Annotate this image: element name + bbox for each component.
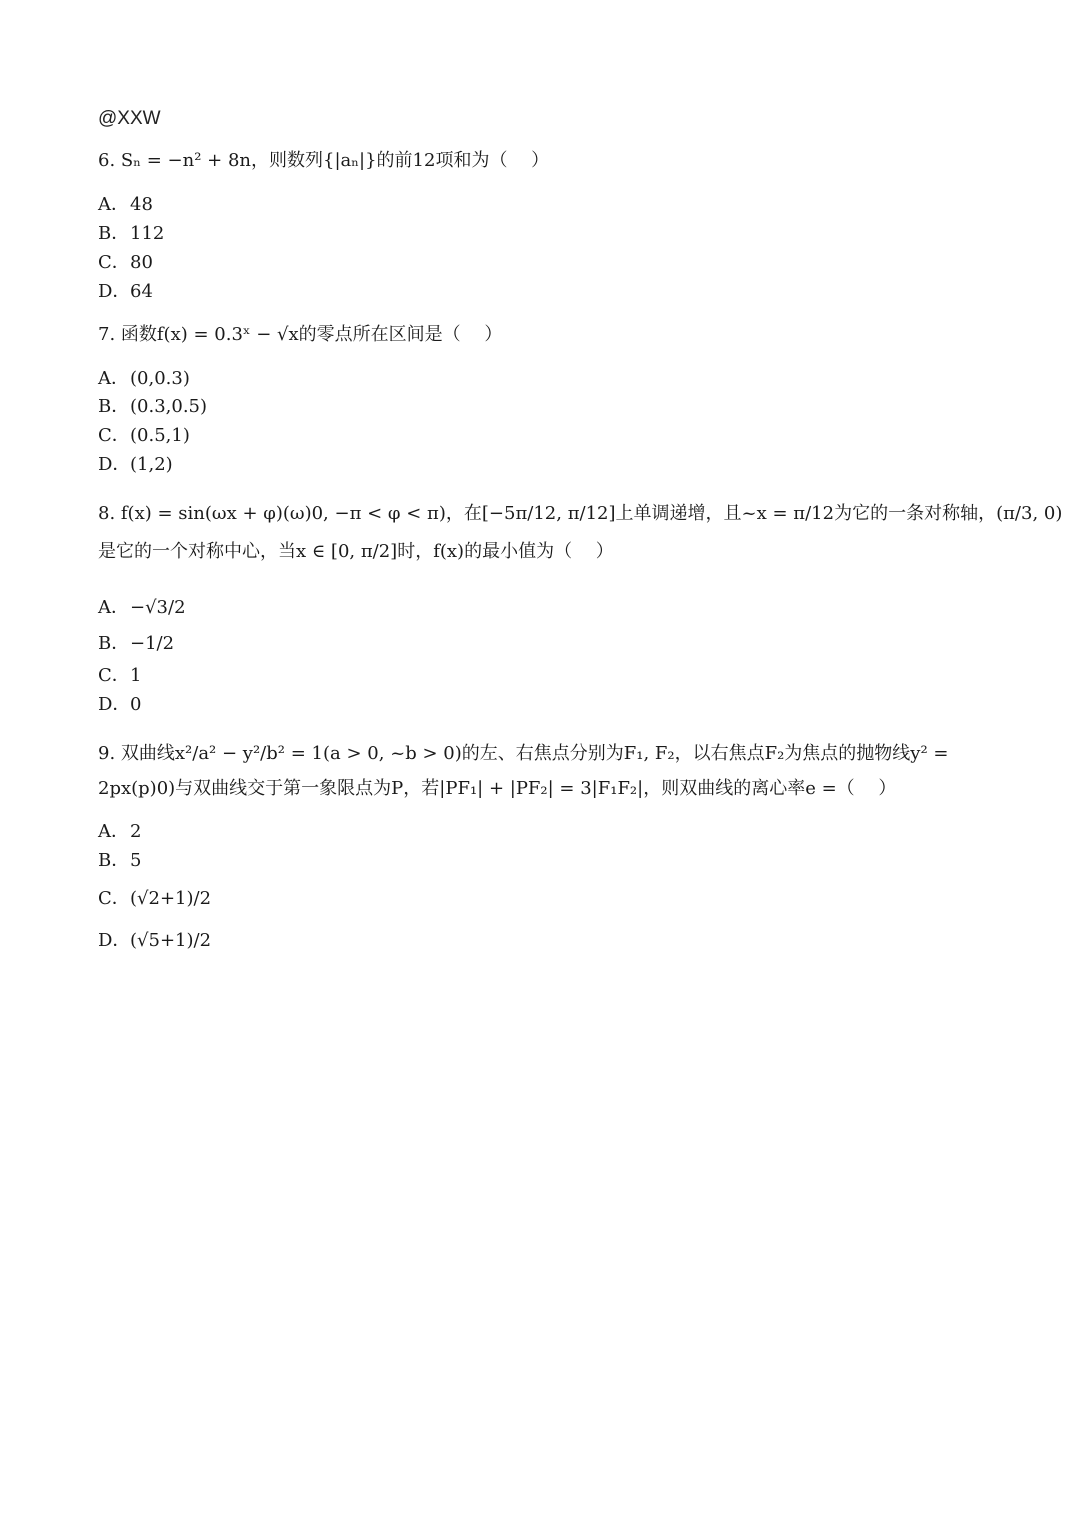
question-6-stem: 6. Sₙ = −n² + 8n，则数列{|aₙ|}的前12项和为（ ） [98,150,550,171]
q8-option-b[interactable] [98,631,174,657]
q8-option-d[interactable] [98,692,141,718]
question-7-stem: 7. 函数f(x) = 0.3ˣ − √x的零点所在区间是（ ） [98,324,503,345]
option-text: 80 [130,252,153,273]
q7-option-d[interactable] [98,452,173,478]
option-label: C． [98,425,130,446]
option-text: (0.5,1) [130,425,190,446]
option-label: C． [98,252,130,273]
option-label: C． [98,665,130,686]
q6-option-c[interactable] [98,250,153,276]
option-text: 64 [130,281,153,302]
q7-option-b[interactable] [98,394,207,420]
option-text: −√3/2 [130,597,186,618]
option-label: C． [98,888,130,909]
q9-option-a[interactable] [98,819,141,845]
option-text: (1,2) [130,454,173,475]
q6-option-b[interactable] [98,221,164,247]
option-label: B． [98,223,130,244]
q7-option-a[interactable] [98,366,190,392]
question-8-stem-line-2: 是它的一个对称中心，当x ∈ [0, π/2]时，f(x)的最小值为（ ） [98,541,614,562]
question-9-stem-line-1: 9. 双曲线x²/a² − y²/b² = 1(a > 0, ~b > 0)的左、右焦点分别为F₁, F₂，以右焦点F₂为焦点的抛物线y² = [98,743,949,764]
option-text: (0.3,0.5) [130,396,208,417]
option-label: D． [98,694,131,715]
q6-option-d[interactable] [98,279,153,305]
option-text: 48 [130,194,153,215]
option-label: D． [98,281,131,302]
option-text: 5 [130,850,142,871]
option-label: B． [98,633,130,654]
option-text: (0,0.3) [130,368,190,389]
option-label: D． [98,454,131,475]
option-text: 0 [130,694,142,715]
option-label: A． [98,194,129,215]
q8-option-c[interactable] [98,663,141,689]
q8-option-a[interactable] [98,595,186,621]
option-text: 1 [130,665,142,686]
q9-option-d[interactable] [98,928,211,954]
option-text: 2 [130,821,142,842]
q7-option-c[interactable] [98,423,190,449]
q9-option-b[interactable] [98,848,141,874]
question-9-stem-line-2: 2px(p)0)与双曲线交于第一象限点为P，若|PF₁| + |PF₂| = 3|F₁F₂|，则双曲线的离心率e =（ ） [98,778,897,799]
option-label: A． [98,597,129,618]
option-label: B． [98,850,130,871]
q6-option-a[interactable] [98,192,153,218]
option-text: (√2+1)/2 [130,888,212,909]
option-label: B． [98,396,130,417]
option-text: (√5+1)/2 [130,930,212,951]
option-text: 112 [130,223,165,244]
option-label: D． [98,930,131,951]
option-label: A． [98,368,129,389]
option-label: A． [98,821,129,842]
q9-option-c[interactable] [98,886,211,912]
question-8-stem-line-1: 8. f(x) = sin(ωx + φ)(ω)0, −π < φ < π)，在[−5π/12, π/12]上单调递增，且~x = π/12为它的一条对称轴，(π/3, 0) [98,503,1063,524]
option-text: −1/2 [130,633,175,654]
watermark: @XXW [98,108,161,129]
